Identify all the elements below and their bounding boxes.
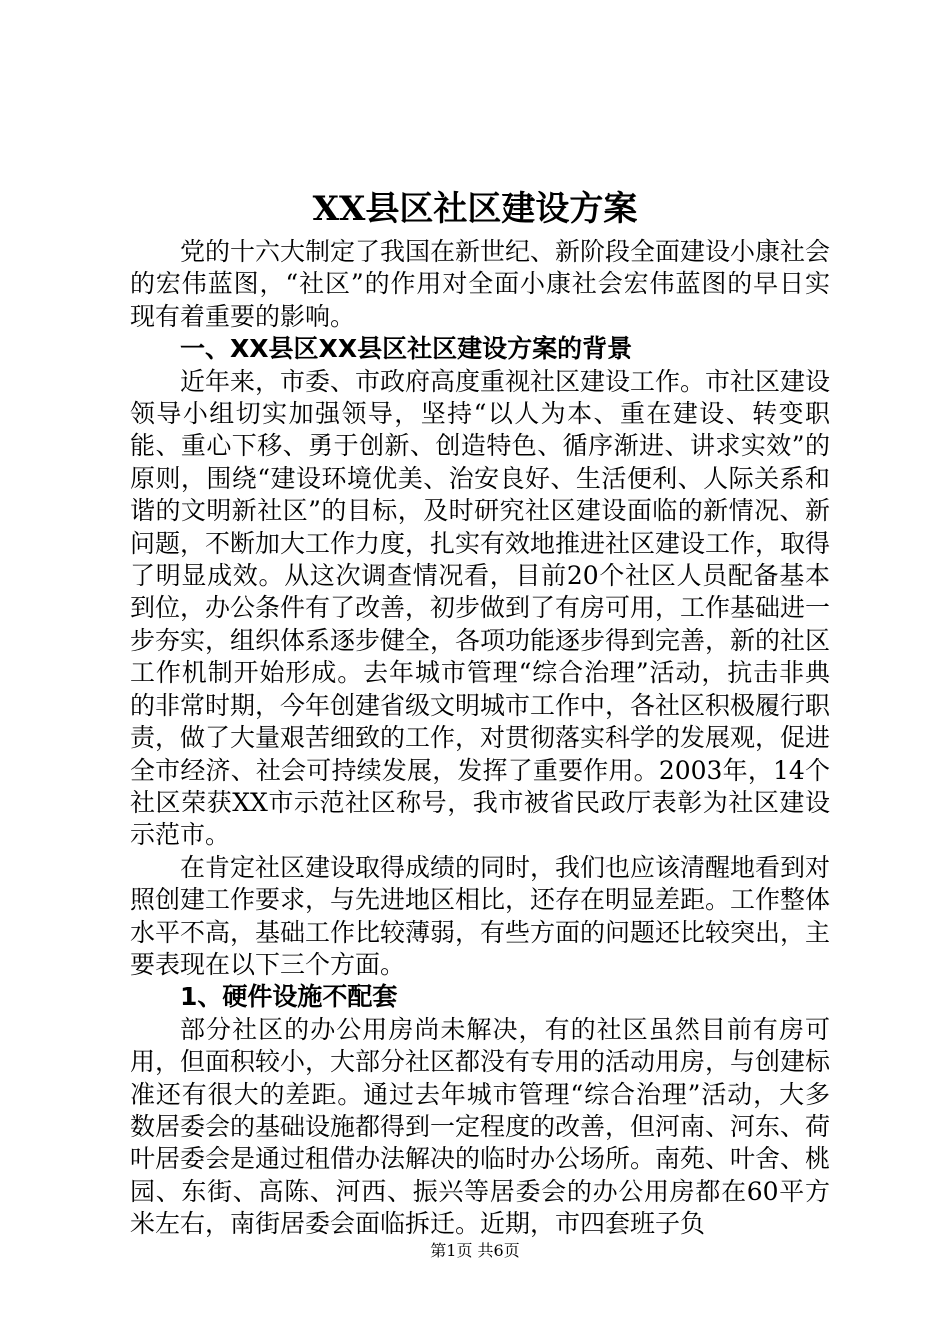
paragraph-achievements: 近年来，市委、市政府高度重视社区建设工作。市社区建设领导小组切实加强领导，坚持“以人为本、重在建设、转变职能、重心下移、勇于创新、创造特色、循序渐进、讲求实效”的原则，围绕“建设环境优美、治安良好、生活便利、人际关系和谐的文明新社区”的目标，及时研究社区建设面临的新情况、新问题，不断加大工作力度，扎实有效地推进社区建设工作，取得了明显成效。从这次调查情况看，目前20个社区人员配备基本到位，办公条件有了改善，初步做到了有房可用，工作基础进一步夯实，组织体系逐步健全，各项功能逐步得到完善，新的社区工作机制开始形成。去年城市管理“综合治理”活动，抗击非典的非常时期，今年创建省级文明城市工作中，各社区积极履行职责，做了大量艰苦细致的工作，对贯彻落实科学的发展观，促进全市经济、社会可持续发展，发挥了重要作用。2003年，14个社区荣获XX市示范社区称号，我市被省民政厅表彰为社区建设示范市。 — [130, 366, 831, 850]
paragraph-gaps: 在肯定社区建设取得成绩的同时，我们也应该清醒地看到对照创建工作要求，与先进地区相比，还存在明显差距。工作整体水平不高，基础工作比较薄弱，有些方面的问题还比较突出，主要表现在以下三个方面。 — [130, 852, 831, 979]
document-title: XX县区社区建设方案 — [312, 189, 638, 229]
section-heading-background: 一、XX县区XX县区社区建设方案的背景 — [180, 334, 633, 364]
intro-paragraph: 党的十六大制定了我国在新世纪、新阶段全面建设小康社会的宏伟蓝图，“社区”的作用对全面小康社会宏伟蓝图的早日实现有着重要的影响。 — [130, 237, 831, 331]
page-footer: 第1页 共6页 — [430, 1241, 520, 1260]
paragraph-hardware: 部分社区的办公用房尚未解决，有的社区虽然目前有房可用，但面积较小，大部分社区都没有专用的活动用房，与创建标准还有很大的差距。通过去年城市管理“综合治理”活动，大多数居委会的基础设施都得到一定程度的改善，但河南、河东、荷叶居委会是通过租借办法解决的临时办公场所。南苑、叶舍、桃园、东街、高陈、河西、振兴等居委会的办公用房都在60平方米左右，南街居委会面临拆迁。近期，市四套班子负 — [130, 1014, 831, 1239]
subsection-heading-hardware: 1、硬件设施不配套 — [180, 982, 398, 1012]
document-body — [130, 236, 830, 1241]
